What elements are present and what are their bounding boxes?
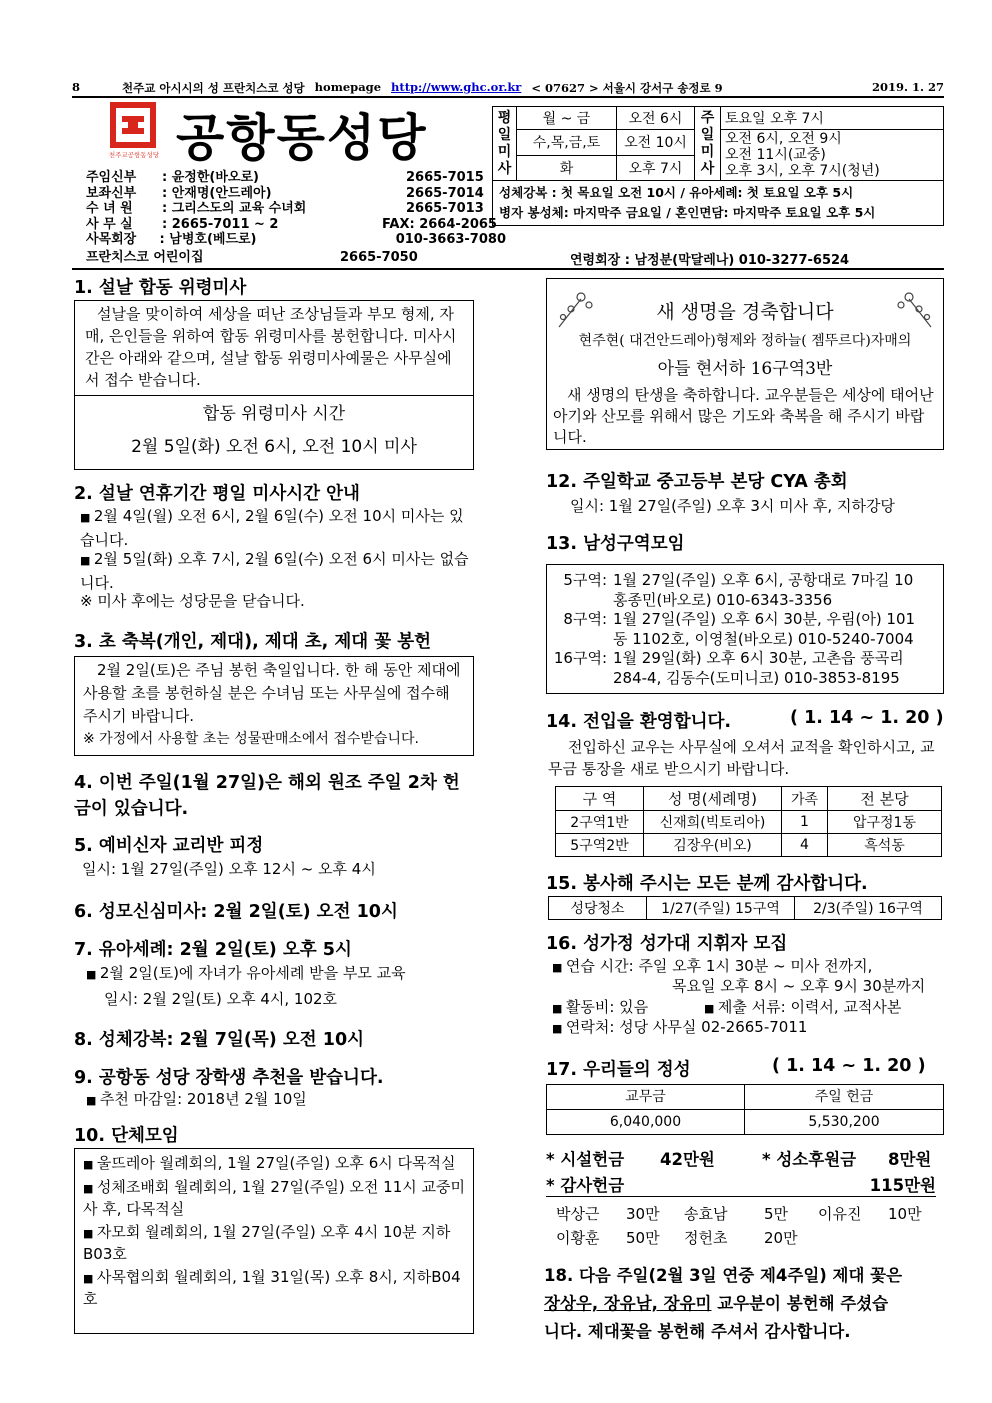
memorial-mass-heading: 합동 위령미사 시간 [202,404,346,424]
mass-time: 오전 6시 [617,107,695,130]
section-6-title: 6. 성모신심미사: 2월 2일(토) 오전 10시 [74,902,398,922]
vocation-offering-label: * 성소후원금 [762,1150,857,1169]
staff-phone: 2665-7013 [406,201,484,217]
zone-row [549,610,941,630]
logo-caption: 천주교공항동성당 [108,151,160,159]
mass-day: 월 ~ 금 [517,107,617,130]
table-cell: 신재희(빅토리아) [644,811,782,834]
section-16-bullet-cont: 목요일 오후 8시 ~ 오후 9시 30분까지 [672,977,926,995]
facility-offering-value: 42만원 [660,1150,715,1169]
vocation-offering-value: 8만원 [888,1150,932,1169]
new-life-box [546,278,944,450]
page-number: 8 [72,80,81,94]
donor-name: 정헌초 [684,1229,728,1247]
table-cell: 4 [782,834,828,857]
section-14-period: ( 1. 14 ~ 1. 20 ) [790,708,944,728]
staff-phone: 2665-7050 [340,249,418,265]
new-life-child: 아들 현서하 16구역3반 [657,359,833,379]
donor-amount: 30만 [626,1205,660,1223]
staff-role: 사 무 실 [86,216,133,232]
section-14-body: 전입하신 교우는 사무실에 오셔서 교적을 확인하시고, 교무금 통장을 새로 받으시기 바랍니다. [548,738,935,778]
staff-name: : 안재명(안드레아) [162,185,272,201]
sunday-mass-times [721,130,944,181]
zone-detail: 1월 27일(주일) 오후 6시, 공항대로 7마길 10 [613,571,914,589]
memorial-mass-time: 2월 5일(화) 오전 6시, 오전 10시 미사 [131,437,417,457]
section-14-title: 14. 전입을 환영합니다. [546,712,732,732]
weekday-mass-label: 평일미사 [493,107,517,181]
mass-day: 화 [517,155,617,181]
section-15-title: 15. 봉사해 주시는 모든 분께 감사합니다. [546,874,868,894]
table-cell: 1/27(주일) 15구역 [647,897,795,920]
column-header: 성 명(세례명) [644,787,782,811]
homepage-link[interactable]: http://www.ghc.or.kr [391,80,522,94]
staff-list [86,170,506,266]
donor-name: 이유진 [818,1205,862,1223]
header-bottom-rule [72,268,944,270]
flower-left-icon [555,287,599,331]
donor-list [556,1202,922,1250]
section-3-note: ※ 가정에서 사용할 초는 성물판매소에서 접수받습니다. [83,731,419,747]
mass-day: 수,목,금,토 [517,130,617,156]
staff-role: 보좌신부 [86,185,137,201]
donor-row [556,1202,922,1226]
zone-detail: 1월 27일(주일) 오후 6시 30분, 우림(아) 101 [613,610,916,628]
sunday-time: 오전 6시, 오전 9시 [725,131,842,147]
staff-name: : 그리스도의 교육 수녀회 [162,201,307,217]
section-16-title: 16. 성가정 성가대 지휘자 모집 [546,934,788,954]
section-16-bullet: ■ 제출 서류: 이력서, 교적사본 [704,997,901,1019]
homepage-label: homepage [314,80,382,94]
staff-row [86,250,506,266]
section-3-box [74,656,474,756]
thanks-offering [546,1172,936,1197]
staff-phone: 2665-7015 [406,170,484,185]
saturday-mass: 토요일 오후 7시 [721,107,944,130]
staff-phone: 2665-7014 [406,185,484,201]
group-meeting: ■ 울뜨레아 월례회의, 1월 27일(주일) 오후 6시 다목적실 [83,1153,465,1175]
table-row [549,897,942,920]
zone-row [549,649,941,669]
mass-schedule [492,106,944,226]
facility-offering-label: * 시설헌금 [546,1150,625,1169]
sunday-time: 오전 11시(교중) [725,147,826,163]
staff-role: 프란치스코 어린이집 [86,249,204,265]
new-life-body: 새 생명의 탄생을 축하합니다. 교우분들은 세상에 태어난 아기와 산모를 위해서 많은 기도와 축복을 해 주시기 바랍니다. [553,386,934,446]
table-cell: 김장우(비오) [644,834,782,857]
mass-time: 오후 7시 [617,155,695,181]
page-title: 공항동성당 [176,109,428,167]
group-meeting: ■ 사목협의회 월례회의, 1월 31일(목) 오후 8시, 지하B04호 [83,1267,465,1310]
staff-role: 사목회장 [86,232,137,248]
staff-name: : 남병호(베드로) [159,232,257,248]
section-13-title: 13. 남성구역모임 [546,534,685,554]
donor-name: 이황훈 [556,1229,600,1247]
group-meeting: ■ 성체조배회 월례회의, 1월 27일(주일) 오전 11시 교중미사 후, 다목적실 [83,1177,465,1220]
section-2-bullet: ■ 2월 4일(월) 오전 6시, 2월 6일(수) 오전 10시 미사는 있습니다. [80,505,474,551]
column-header: 주일 헌금 [745,1085,944,1110]
staff-role: 수 녀 원 [86,201,133,217]
volunteer-table [548,896,942,920]
newcomer-table [555,786,942,857]
section-1-title: 1. 설날 합동 위령미사 [74,278,247,298]
zone-label: 16구역: [553,649,607,667]
table-cell: 5,530,200 [745,1110,944,1135]
parish-name: 천주교 아시시의 성 프란치스코 성당 [122,81,305,95]
section-5-title: 5. 예비신자 교리반 피정 [74,836,264,856]
staff-row [86,201,506,217]
staff-role: 주임신부 [86,170,137,185]
section-4-title: 4. 이번 주일(1월 27일)은 해외 원조 주일 2차 헌금이 있습니다. [74,773,460,819]
thanks-offering-label: * 감사헌금 [546,1176,625,1195]
donor-amount: 20만 [764,1229,798,1247]
group-meeting: ■ 자모회 월례회의, 1월 27일(주일) 오후 4시 10분 지하B03호 [83,1222,465,1265]
table-header [547,1085,944,1110]
section-8-title: 8. 성체강복: 2월 7일(목) 오전 10시 [74,1030,365,1050]
zone-detail: 홍종민(바오로) 010-6343-3356 [613,590,833,609]
sunday-time: 오후 3시, 오후 7시(청년) [725,163,880,179]
mass-notes [493,181,944,226]
section-7-title: 7. 유아세례: 2월 2일(토) 오후 5시 [74,940,352,960]
section-3-title: 3. 초 축복(개인, 제대), 제대 초, 제대 꽃 봉헌 [74,632,432,652]
column-header: 구 역 [556,787,644,811]
donor-name: 박상근 [556,1205,600,1223]
new-life-parents: 현주현( 대건안드레아)형제와 정하늘( 젬뚜르다)자매의 [578,333,912,349]
donor-amount: 10만 [888,1205,922,1223]
column-header: 가족 [782,787,828,811]
offering-table [546,1084,944,1135]
table-row [556,811,942,834]
staff-row [86,186,506,202]
section-18-text: 교우분이 봉헌해 주셨습 [711,1294,889,1313]
table-cell: 5구역2반 [556,834,644,857]
section-3-body: 2월 2일(토)은 주님 봉헌 축일입니다. 한 해 동안 제대에 사용할 초를 봉헌하실 분은 수녀님 또는 사무실에 접수해 주시기 바랍니다. [83,661,461,725]
sunday-mass-label: 주일미사 [695,107,721,181]
table-row [547,1110,944,1135]
column-header: 교무금 [547,1085,745,1110]
zone-label: 8구역: [563,610,607,628]
mass-note: 병자 봉성체: 마지막주 금요일 / 혼인면담: 마지막주 토요일 오후 5시 [499,205,876,220]
zone-detail: 1월 29일(화) 오후 6시 30분, 고촌읍 풍곡리 [613,649,904,667]
new-life-title: 새 생명을 경축합니다 [656,301,834,323]
section-9-bullet: ■ 추천 마감일: 2018년 2월 10일 [86,1088,307,1112]
section-1-body: 설날을 맞이하여 세상을 떠난 조상님들과 부모 형제, 자매, 은인들을 위하여 합동 위령미사를 봉헌합니다. 미사시간은 아래와 같으며, 설날 합동 위령미사예물은 사무실에서 접수 받습니다. [75,301,473,396]
section-12-body: 일시: 1월 27일(주일) 오후 3시 미사 후, 지하강당 [570,497,895,515]
section-9-title: 9. 공항동 성당 장학생 추천을 받습니다. [74,1068,384,1088]
section-16-bullet: ■ 연락처: 성당 사무실 02-2665-7011 [552,1017,807,1039]
zone-detail: 동 1102호, 이영철(바오로) 010-5240-7004 [613,629,914,648]
zone-label: 5구역: [563,571,607,589]
issue-date: 2019. 1. 27 [871,80,944,94]
table-cell: 2구역1반 [556,811,644,834]
donor-row [556,1226,922,1250]
federation-contact: 연령회장 : 남정분(막달레나) 010-3277-6524 [570,253,850,268]
section-18-closing: 니다. 제대꽃을 봉헌해 주셔서 감사합니다. [544,1322,851,1341]
table-row [556,834,942,857]
section-2-bullet: ■ 2월 5일(화) 오후 7시, 2월 6일(수) 오전 6시 미사는 없습니다. [80,548,474,594]
mass-time: 오전 10시 [617,130,695,156]
staff-row [86,232,506,248]
section-12-title: 12. 주일학교 중고등부 본당 CYA 총회 [546,472,848,492]
zone-row [549,571,941,591]
table-cell: 성당청소 [549,897,647,920]
section-18 [544,1262,946,1346]
section-7-bullet: ■ 2월 2일(토)에 자녀가 유아세례 받을 부모 교육 [86,962,406,986]
staff-name: : 윤정한(바오로) [162,170,259,185]
section-10-title: 10. 단체모임 [74,1126,179,1146]
section-13-box [546,564,944,694]
donor-amount: 5만 [764,1205,789,1223]
donor-amount: 50만 [626,1229,660,1247]
zone-detail: 284-4, 김동수(도미니코) 010-3853-8195 [613,668,900,687]
section-1-box [74,300,474,470]
section-16-bullet: ■ 연습 시간: 주일 오후 1시 30분 ~ 미사 전까지, [552,956,872,978]
table-cell: 1 [782,811,828,834]
section-17-period: ( 1. 14 ~ 1. 20 ) [772,1056,926,1076]
address: < 07627 > 서울시 강서구 송정로 9 [531,81,723,95]
table-cell: 2/3(주일) 16구역 [795,897,942,920]
staff-name: : 2665-7011 ~ 2 [162,216,279,232]
table-cell: 압구정1동 [828,811,942,834]
section-2-title: 2. 설날 연휴기간 평일 미사시간 안내 [74,484,360,504]
table-cell: 6,040,000 [547,1110,745,1135]
section-7-time: 일시: 2월 2일(토) 오후 4시, 102호 [104,990,338,1008]
flower-donors: 장상우, 장유남, 장유미 [544,1294,712,1313]
staff-phone: 010-3663-7080 [395,232,506,248]
column-header: 전 본당 [828,787,942,811]
mass-note: 성체강복 : 첫 목요일 오전 10시 / 유아세례: 첫 토요일 오후 5시 [499,185,854,200]
table-header [556,787,942,811]
section-17-title: 17. 우리들의 정성 [546,1060,691,1080]
section-16-bullet: ■ 활동비: 있음 [552,997,648,1019]
donor-name: 송효남 [684,1205,728,1223]
flower-right-icon [891,287,935,331]
thanks-offering-value: 115만원 [869,1176,936,1195]
header-line [72,80,944,96]
section-10-box [74,1148,474,1334]
staff-phone: FAX: 2664-2065 [382,216,497,232]
section-2-note: ※ 미사 후에는 성당문을 닫습니다. [80,592,305,610]
staff-row [86,170,506,186]
section-5-body: 일시: 1월 27일(주일) 오후 12시 ~ 오후 4시 [82,860,376,878]
section-18-title: 18. 다음 주일(2월 3일 연중 제4주일) 제대 꽃은 [544,1266,903,1285]
table-cell: 흑석동 [828,834,942,857]
staff-row [86,217,506,233]
